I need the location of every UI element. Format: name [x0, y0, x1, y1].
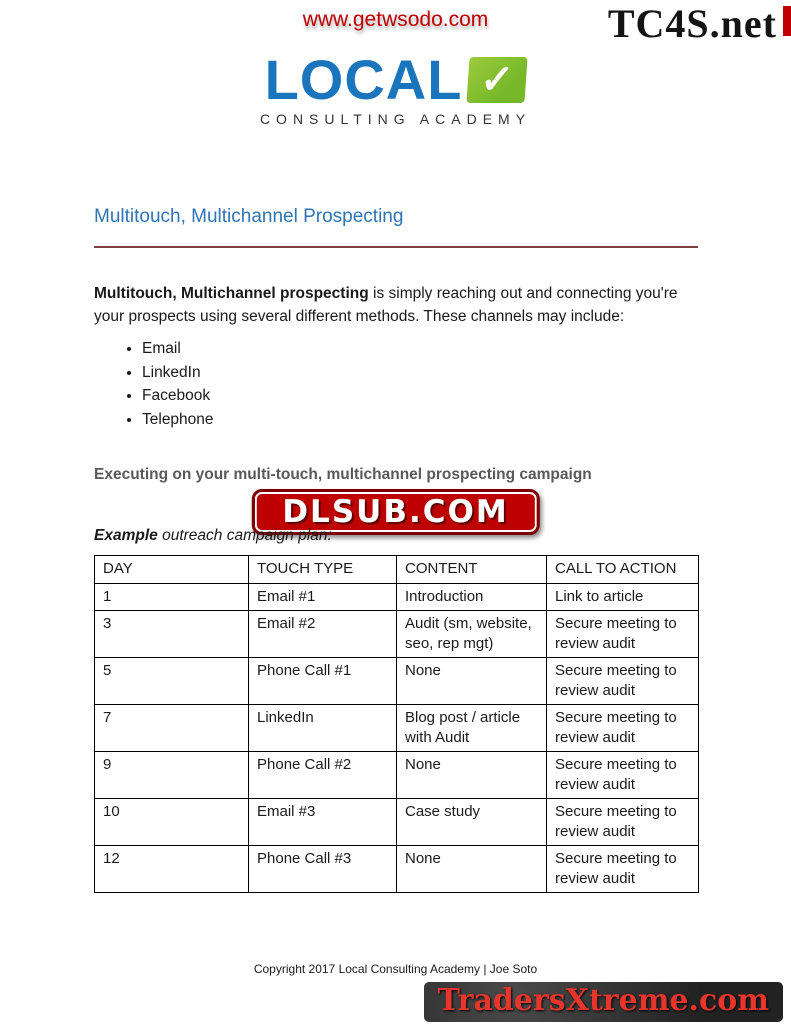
table-cell: Phone Call #1 — [249, 658, 397, 705]
channel-list — [94, 337, 494, 431]
table-cell: Case study — [397, 799, 547, 846]
top-url-watermark: www.getwsodo.com — [302, 8, 489, 31]
channel-list-item: • Email — [142, 337, 494, 361]
table-cell: Secure meeting to review audit — [547, 799, 699, 846]
campaign-table-header-row — [95, 556, 699, 584]
intro-bold-text: Multitouch, Multichannel prospecting — [94, 285, 369, 302]
channels-section — [94, 337, 494, 431]
table-cell: LinkedIn — [249, 705, 397, 752]
tradersxtreme-watermark: TradersXtreme.com — [424, 982, 783, 1022]
table-cell: Secure meeting to review audit — [547, 658, 699, 705]
tc4s-logo: TC4S.net — [607, 1, 777, 46]
table-cell: 10 — [95, 799, 249, 846]
table-header-cell: CALL TO ACTION — [547, 556, 699, 584]
channel-list-item: • LinkedIn — [142, 361, 494, 385]
channel-list-item: • Facebook — [142, 384, 494, 408]
table-cell: None — [397, 658, 547, 705]
table-cell: 12 — [95, 846, 249, 893]
table-cell: None — [397, 846, 547, 893]
table-cell: 5 — [95, 658, 249, 705]
table-row — [95, 846, 699, 893]
table-cell: Secure meeting to review audit — [547, 705, 699, 752]
table-cell: 3 — [95, 611, 249, 658]
table-header-cell: TOUCH TYPE — [249, 556, 397, 584]
dlsub-stamp-watermark: DLSUB.COM — [251, 489, 539, 535]
table-cell: 1 — [95, 584, 249, 611]
table-row — [95, 584, 699, 611]
table-row — [95, 611, 699, 658]
table-cell: Audit (sm, website, seo, rep mgt) — [397, 611, 547, 658]
intro-rest-text: is simply reaching out and connecting you're your prospects using several different methods. These channels may include: — [94, 285, 678, 325]
campaign-table-body — [95, 584, 699, 893]
logo-wordmark: LOCAL — [264, 48, 463, 111]
table-row — [95, 752, 699, 799]
local-consulting-academy-logo — [0, 48, 791, 127]
logo-row — [264, 48, 527, 111]
table-cell: Blog post / article with Audit — [397, 705, 547, 752]
table-cell: Phone Call #2 — [249, 752, 397, 799]
table-header-cell: DAY — [95, 556, 249, 584]
table-cell: 7 — [95, 705, 249, 752]
table-cell: 9 — [95, 752, 249, 799]
table-cell: Email #3 — [249, 799, 397, 846]
table-cell: None — [397, 752, 547, 799]
footer-copyright: Copyright 2017 Local Consulting Academy | Joe Soto — [253, 962, 538, 976]
table-cell: Secure meeting to review audit — [547, 611, 699, 658]
caption-rest: outreach campaign plan: — [157, 527, 332, 544]
table-cell: Email #1 — [249, 584, 397, 611]
campaign-table — [94, 555, 699, 893]
table-row — [95, 705, 699, 752]
table-header-cell: CONTENT — [397, 556, 547, 584]
caption-bold: Example — [94, 527, 158, 544]
table-cell: Introduction — [397, 584, 547, 611]
table-row — [95, 658, 699, 705]
table-row — [95, 799, 699, 846]
table-cell: Secure meeting to review audit — [547, 752, 699, 799]
tc4s-red-mark — [783, 6, 791, 36]
section-heading: Executing on your multi-touch, multichannel prospecting campaign — [94, 466, 592, 483]
intro-paragraph — [94, 283, 708, 328]
channel-list-item: • Telephone — [142, 408, 494, 432]
table-cell: Phone Call #3 — [249, 846, 397, 893]
table-cell: Link to article — [547, 584, 699, 611]
page-title: Multitouch, Multichannel Prospecting — [94, 206, 404, 227]
table-cell: Secure meeting to review audit — [547, 846, 699, 893]
table-cell: Email #2 — [249, 611, 397, 658]
logo-subtitle: CONSULTING ACADEMY — [259, 111, 532, 127]
table-caption — [94, 527, 332, 545]
checkmark-icon: ✓ — [467, 57, 528, 103]
title-divider — [94, 246, 698, 248]
